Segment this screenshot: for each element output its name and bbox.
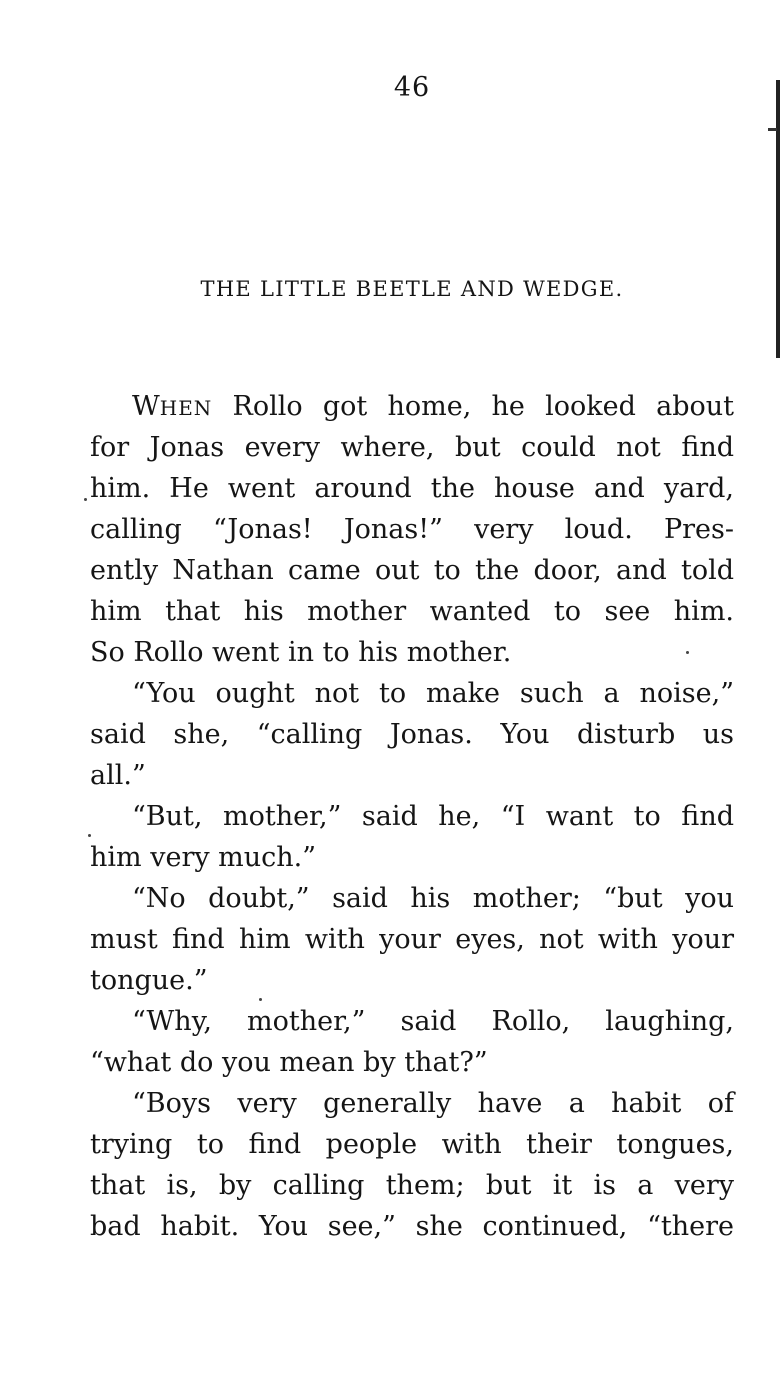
text-line: “No doubt,” said his mother; “but you: [132, 883, 734, 914]
text-line: So Rollo went in to his mother.: [90, 637, 512, 668]
chapter-title: THE LITTLE BEETLE AND WEDGE.: [200, 277, 624, 301]
text-line: “You ought not to make such a noise,”: [132, 678, 734, 709]
text-line: said she, “calling Jonas. You disturb us: [90, 719, 734, 750]
text-line: must find him with your eyes, not with your: [90, 924, 734, 955]
text-line: him. He went around the house and yard,: [90, 473, 734, 504]
paragraph-6: [90, 1083, 734, 1247]
text-line: “Boys very generally have a habit of: [132, 1088, 734, 1119]
page-binding-notch: [768, 128, 777, 131]
text-line: [90, 386, 734, 427]
text-line: calling “Jonas! Jonas!” very loud. Pres-: [90, 514, 734, 545]
text-line: “But, mother,” said he, “I want to find: [132, 801, 734, 832]
page-number: 46: [393, 72, 431, 103]
paragraph-2: [90, 673, 734, 796]
print-speck: [259, 998, 262, 1001]
print-speck: [88, 834, 91, 837]
text-line: that is, by calling them; but it is a very: [90, 1170, 734, 1201]
small-caps-rest: HEN: [159, 396, 213, 420]
small-caps-initial: W: [132, 391, 160, 422]
text-line: him very much.”: [90, 842, 317, 873]
text-line: “Why, mother,” said Rollo, laughing,: [132, 1006, 734, 1037]
print-speck: [686, 651, 689, 654]
text-line: trying to find people with their tongues,: [90, 1129, 734, 1160]
body-text: [90, 386, 734, 1247]
page-binding-edge: [776, 80, 780, 358]
paragraph-3: [90, 796, 734, 878]
text-line: bad habit. You see,” she continued, “there: [90, 1211, 734, 1242]
text-line: “what do you mean by that?”: [90, 1047, 488, 1078]
text-line: for Jonas every where, but could not find: [90, 432, 734, 463]
paragraph-5: [90, 1001, 734, 1083]
print-speck: [84, 498, 87, 501]
text-line: tongue.”: [90, 965, 208, 996]
text-line: ently Nathan came out to the door, and told: [90, 555, 734, 586]
text-line: him that his mother wanted to see him.: [90, 596, 734, 627]
text-line: all.”: [90, 760, 146, 791]
paragraph-4: [90, 878, 734, 1001]
text-line-content: Rollo got home, he looked about: [232, 391, 734, 422]
paragraph-1: [90, 386, 734, 673]
